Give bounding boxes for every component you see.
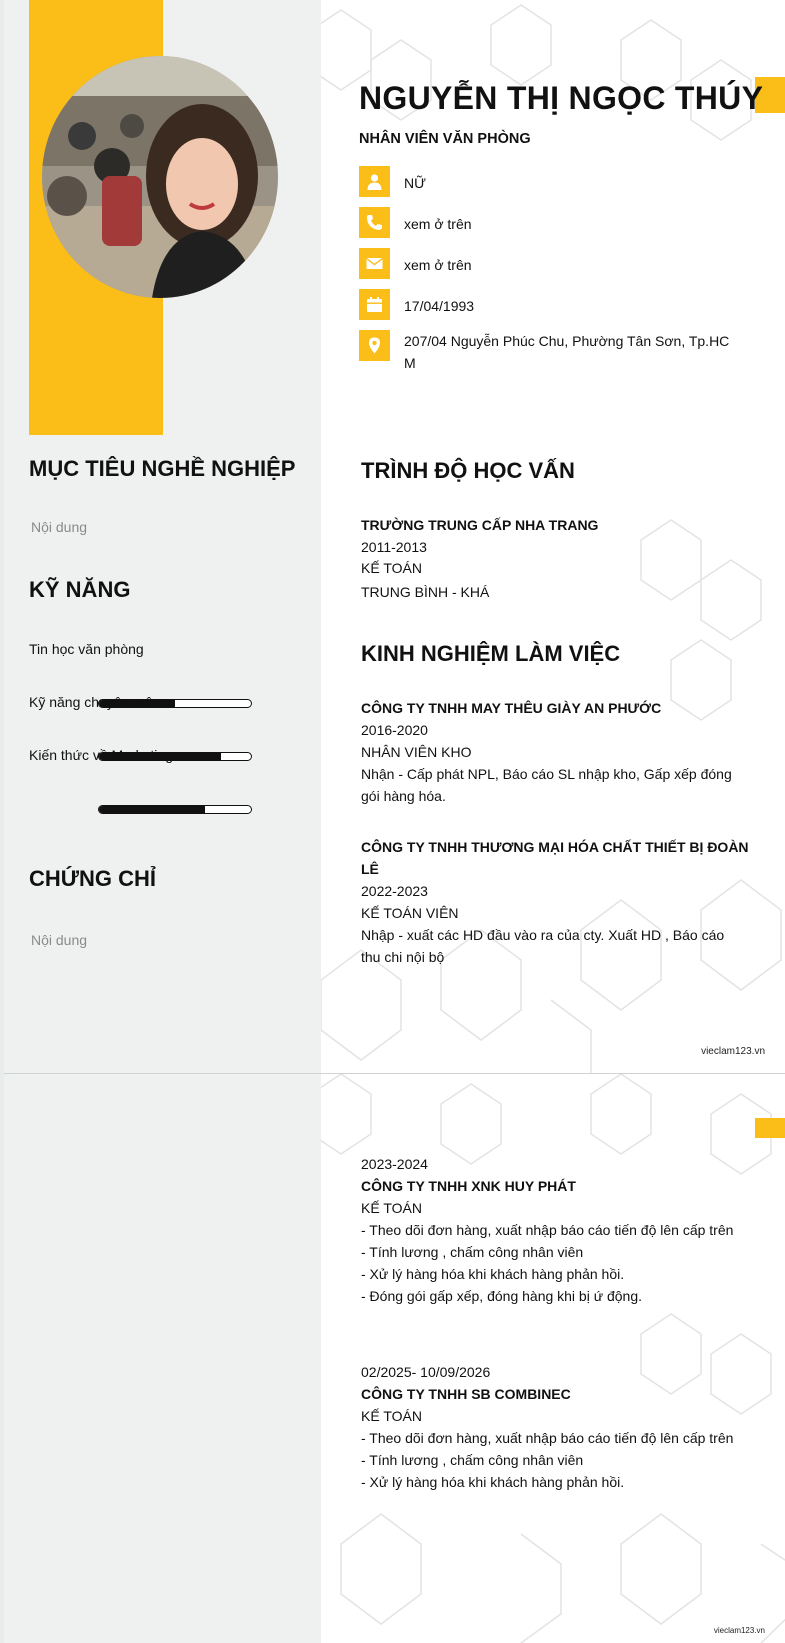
cv-document: [4, 0, 785, 1643]
certificates-title: CHỨNG CHỈ: [29, 866, 157, 891]
phone-icon: [359, 207, 390, 238]
accent-block: [755, 1118, 785, 1138]
experience-desc: Nhận - Cấp phát NPL, Báo cáo SL nhập kho, Gấp xếp đóng: [361, 766, 732, 782]
email-value: xem ở trên: [404, 257, 472, 273]
experience-desc: - Theo dõi đơn hàng, xuất nhập báo cáo tiến độ lên cấp trên: [361, 1430, 734, 1446]
brand-watermark: vieclam123.vn: [713, 1626, 765, 1635]
experience-years: 2022-2023: [361, 883, 428, 899]
experience-desc: - Xử lý hàng hóa khi khách hàng phản hồi.: [361, 1474, 625, 1490]
experience-years: 2016-2020: [361, 722, 428, 738]
education-years: 2011-2013: [361, 539, 427, 555]
education-grade: TRUNG BÌNH - KHÁ: [361, 584, 490, 600]
candidate-name: NGUYỄN THỊ NGỌC THÚY: [359, 80, 764, 116]
profile-photo: [42, 56, 278, 298]
phone-value: xem ở trên: [404, 216, 472, 232]
experience-company: CÔNG TY TNHH MAY THÊU GIÀY AN PHƯỚC: [361, 700, 662, 716]
skill-fill: [99, 806, 205, 813]
experience-desc: - Đóng gói gấp xếp, đóng hàng khi bị ứ động.: [361, 1288, 643, 1304]
skill-label: Kiến thức về Marketing: [29, 747, 173, 763]
education-title: TRÌNH ĐỘ HỌC VẤN: [361, 458, 575, 483]
objective-title: MỤC TIÊU NGHỀ NGHIỆP: [29, 456, 296, 481]
experience-company: LÊ: [361, 861, 379, 877]
experience-role: KẾ TOÁN VIÊN: [361, 905, 459, 921]
experience-years: 02/2025- 10/09/2026: [361, 1364, 491, 1380]
candidate-position: NHÂN VIÊN VĂN PHÒNG: [359, 131, 531, 147]
experience-title: KINH NGHIỆM LÀM VIỆC: [361, 641, 621, 666]
education-school: TRƯỜNG TRUNG CẤP NHA TRANG: [361, 517, 599, 533]
experience-desc: - Tính lương , chấm công nhân viên: [361, 1244, 584, 1260]
skills-title: KỸ NĂNG: [29, 577, 131, 602]
experience-role: KẾ TOÁN: [361, 1200, 422, 1216]
cv-page-1: [4, 0, 785, 1074]
experience-company: CÔNG TY TNHH THƯƠNG MẠI HÓA CHẤT THIẾT BỊ ĐOÀN: [361, 839, 749, 855]
skill-label: Kỹ năng chuyên môn: [29, 694, 161, 710]
brand-watermark: vieclam123.vn: [701, 1046, 765, 1057]
experience-desc: - Xử lý hàng hóa khi khách hàng phản hồi.: [361, 1266, 625, 1282]
experience-company: CÔNG TY TNHH SB COMBINEC: [361, 1386, 571, 1402]
mail-icon: [359, 248, 390, 279]
birthday-value: 17/04/1993: [404, 298, 475, 314]
experience-role: NHÂN VIÊN KHO: [361, 744, 472, 760]
experience-company: CÔNG TY TNHH XNK HUY PHÁT: [361, 1178, 576, 1194]
address-line: 207/04 Nguyễn Phúc Chu, Phường Tân Sơn, Tp.HC: [404, 333, 730, 349]
left-column: [4, 1074, 321, 1643]
cv-page-2: [4, 1074, 785, 1643]
calendar-icon: [359, 289, 390, 320]
experience-desc: - Tính lương , chấm công nhân viên: [361, 1452, 584, 1468]
experience-role: KẾ TOÁN: [361, 1408, 422, 1424]
experience-desc: - Theo dõi đơn hàng, xuất nhập báo cáo tiến độ lên cấp trên: [361, 1222, 734, 1238]
skill-label: Tin học văn phòng: [29, 641, 144, 657]
left-column: [4, 0, 321, 1073]
map-pin-icon: [359, 330, 390, 361]
address-value: [404, 330, 734, 374]
user-icon: [359, 166, 390, 197]
skill-bar: [98, 805, 252, 814]
experience-desc: Nhập - xuất các HD đầu vào ra của cty. Xuất HD , Báo cáo: [361, 927, 725, 943]
certificates-content: Nội dung: [31, 932, 88, 948]
experience-desc: gói hàng hóa.: [361, 788, 446, 804]
education-major: KẾ TOÁN: [361, 560, 422, 576]
objective-content: Nội dung: [31, 519, 88, 535]
experience-years: 2023-2024: [361, 1156, 428, 1172]
gender-value: NỮ: [404, 175, 427, 191]
experience-desc: thu chi nội bộ: [361, 949, 445, 965]
address-line: M: [404, 355, 416, 371]
